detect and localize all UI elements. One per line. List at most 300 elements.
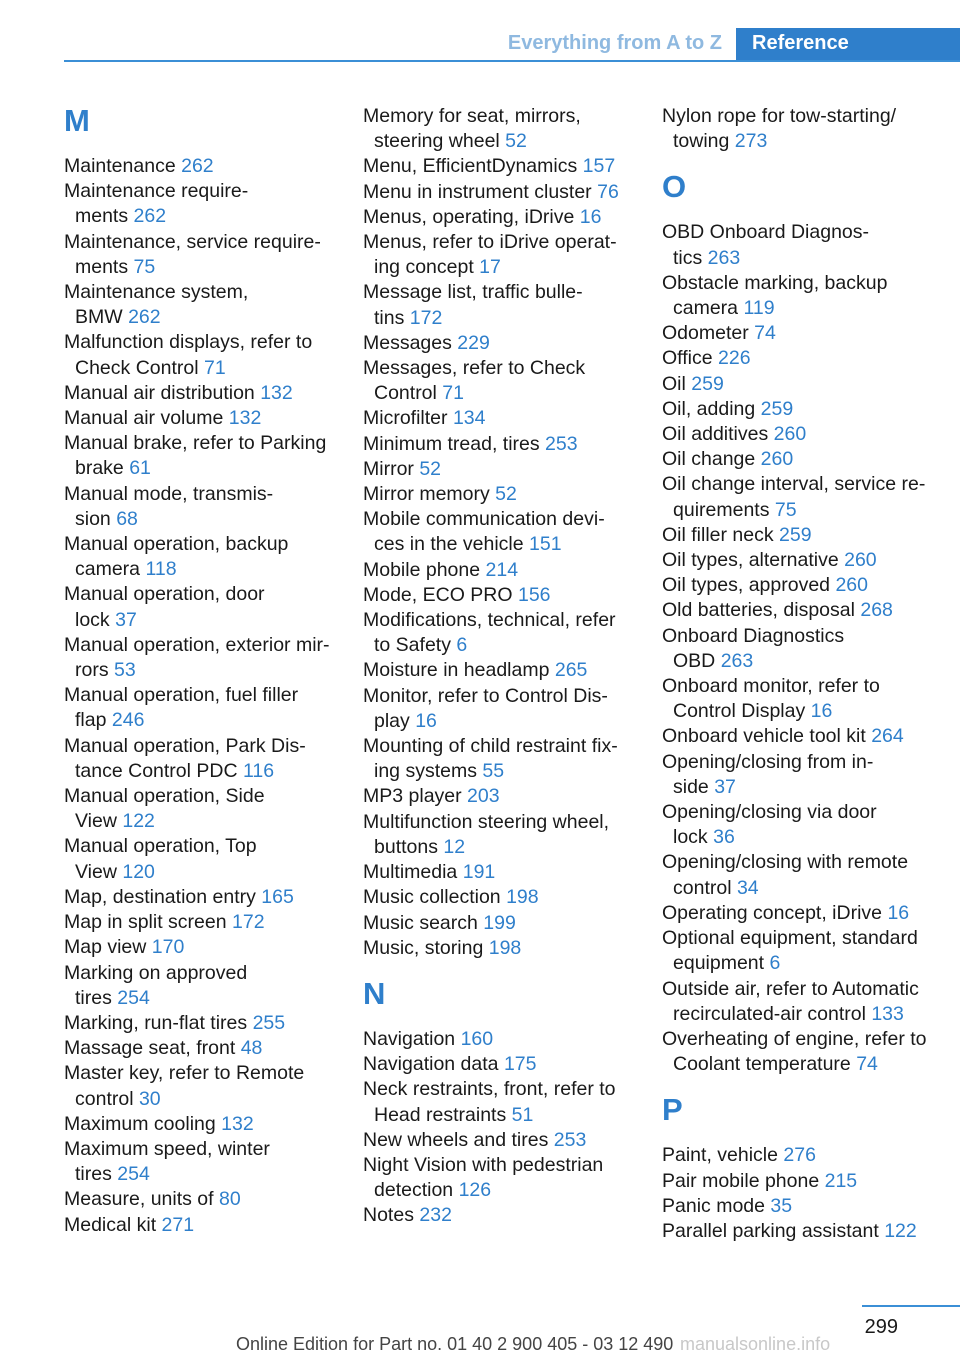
index-entry-text: BMW (75, 306, 123, 329)
index-entry (363, 860, 635, 885)
page-reference-link[interactable]: 118 (145, 558, 177, 581)
index-entry-text: OBD (673, 649, 716, 672)
page-reference-link[interactable]: 6 (456, 634, 468, 657)
index-column-2 (363, 104, 635, 1229)
index-entry (662, 447, 934, 472)
index-entry-text: View (75, 860, 117, 883)
index-entry-text: Maintenance system, (64, 281, 249, 304)
index-entry-text: Master key, refer to Remote (64, 1062, 305, 1085)
page-reference-link[interactable]: 16 (887, 901, 910, 924)
page-reference-link[interactable]: 75 (133, 255, 156, 278)
index-entry (662, 624, 934, 674)
page-reference-link[interactable]: 122 (884, 1219, 917, 1242)
index-entry (363, 885, 635, 910)
page-reference-link[interactable]: 271 (161, 1213, 195, 1236)
page-reference-link[interactable]: 254 (117, 986, 150, 1009)
index-entry-text: tires (75, 1163, 112, 1186)
index-entry (64, 381, 336, 406)
index-entry-text: Oil (662, 372, 686, 395)
index-entry-text: Maintenance (64, 155, 176, 177)
index-entry-text: Obstacle marking, backup (662, 271, 888, 294)
index-entry-text: Memory for seat, mirrors, (363, 105, 581, 127)
page-reference-link[interactable]: 255 (252, 1011, 286, 1034)
index-entry-text: Moisture in headlamp (363, 659, 550, 682)
index-entry (363, 331, 635, 356)
index-entry-text: Music search (363, 911, 478, 934)
index-entry-text: Messages, refer to Check (363, 357, 586, 380)
index-entry-text: rors (75, 659, 109, 682)
index-entry-text: Manual air distribution (64, 381, 255, 404)
index-entry-text: play (374, 709, 410, 732)
page-reference-link[interactable]: 52 (419, 457, 442, 480)
page-reference-link[interactable]: 132 (221, 1112, 254, 1135)
page-reference-link[interactable]: 120 (122, 860, 155, 883)
index-entry-text: Microfilter (363, 407, 448, 430)
index-entry (363, 810, 635, 860)
index-entry-text: Menus, operating, iDrive (363, 205, 575, 228)
index-entry-text: Marking, run-flat tires (64, 1011, 248, 1034)
index-entry-text: Manual operation, backup (64, 533, 289, 556)
index-entry-text: Marking on approved (64, 961, 248, 984)
index-entry-text: Oil change (662, 448, 756, 471)
index-entry-text: brake (75, 457, 124, 480)
page-reference-link[interactable]: 199 (483, 911, 516, 934)
index-entry (662, 977, 934, 1027)
page-reference-link[interactable]: 229 (457, 331, 490, 354)
index-entry-text: Opening/closing via door (662, 801, 877, 824)
page-reference-link[interactable]: 55 (482, 760, 505, 783)
page-reference-link[interactable]: 276 (783, 1144, 816, 1167)
page-reference-link[interactable]: 172 (409, 306, 443, 329)
page-reference-link[interactable]: 116 (243, 759, 275, 782)
index-entry-text: Nylon rope for tow-starting/ (662, 105, 897, 127)
index-entry (64, 1213, 336, 1238)
index-entry (363, 1153, 635, 1203)
page-reference-link[interactable]: 12 (443, 835, 466, 858)
index-entry-text: MP3 player (363, 785, 462, 808)
index-letter-heading: O (662, 169, 687, 205)
index-entry (363, 684, 635, 734)
index-entry (363, 583, 635, 608)
index-entry-text: Mounting of child restraint fix- (363, 735, 618, 758)
page-reference-link[interactable]: 170 (151, 936, 185, 959)
index-entry (363, 1052, 635, 1077)
page-reference-link[interactable]: 151 (529, 533, 562, 556)
index-entry-text: lock (75, 608, 110, 631)
index-entry (363, 658, 635, 683)
index-entry-text: Old batteries, disposal (662, 599, 855, 622)
index-entry-text: camera (673, 297, 739, 320)
index-entry-text: Measure, units of (64, 1188, 214, 1211)
index-entry (662, 397, 934, 422)
index-entry-text: Notes (363, 1204, 414, 1227)
page-reference-link[interactable]: 71 (442, 382, 464, 405)
index-entry (64, 280, 336, 330)
index-entry-text: ing systems (374, 760, 477, 783)
index-entry (662, 901, 934, 926)
footer-rule (862, 1305, 960, 1307)
page-reference-link[interactable]: 53 (114, 659, 136, 682)
index-entry (363, 734, 635, 784)
index-entry (662, 346, 934, 371)
index-entry-text: Pair mobile phone (662, 1169, 820, 1192)
page-reference-link[interactable]: 52 (505, 130, 527, 153)
index-entry-text: Menu, EfficientDynamics (363, 155, 578, 178)
index-entry (363, 911, 635, 936)
index-entry-text: ments (75, 255, 129, 278)
edition-note: Online Edition for Part no. 01 40 2 900 405 - 03 12 490 (236, 1334, 674, 1354)
index-entry-text: OBD Onboard Diagnos- (662, 221, 870, 244)
index-entry-text: Manual operation, Park Dis- (64, 734, 306, 757)
page-reference-link[interactable]: 122 (122, 810, 155, 833)
page-reference-link[interactable]: 52 (495, 483, 517, 506)
page-reference-link[interactable]: 165 (261, 885, 294, 908)
page-reference-link[interactable]: 74 (856, 1053, 878, 1076)
page-reference-link[interactable]: 260 (773, 423, 807, 446)
index-entry (363, 507, 635, 557)
page-reference-link[interactable]: 160 (460, 1027, 494, 1050)
index-entry-text: Check Control (75, 356, 199, 379)
index-entry (64, 406, 336, 431)
index-entry (64, 834, 336, 884)
index-entry-text: Maximum cooling (64, 1112, 216, 1135)
index-entry (64, 1011, 336, 1036)
page-reference-link[interactable]: 226 (718, 347, 751, 370)
index-entry (363, 154, 635, 179)
page-reference-link[interactable]: 156 (517, 583, 551, 606)
index-entry-text: Medical kit (64, 1213, 157, 1236)
page-reference-link[interactable]: 36 (713, 826, 735, 849)
index-entry-text: sion (75, 507, 111, 530)
index-entry-text: Oil types, alternative (662, 549, 839, 572)
index-entry-text: tance Control PDC (75, 759, 238, 782)
index-entry (662, 573, 934, 598)
index-entry (363, 280, 635, 330)
page-reference-link[interactable]: 175 (503, 1053, 537, 1076)
index-entry (64, 582, 336, 632)
page-reference-link[interactable]: 71 (203, 356, 226, 379)
index-entry-text: Mobile phone (363, 558, 481, 581)
index-entry (363, 1128, 635, 1153)
page-reference-link[interactable]: 6 (769, 952, 781, 975)
index-entry-text: Manual operation, Top (64, 835, 257, 858)
page-reference-link[interactable]: 74 (754, 322, 776, 345)
index-entry (662, 523, 934, 548)
index-entry-text: Head restraints (374, 1103, 507, 1126)
index-entry (662, 850, 934, 900)
index-entry (662, 598, 934, 623)
index-entry-text: View (75, 810, 117, 833)
index-entry (662, 800, 934, 850)
index-entry (64, 154, 336, 179)
index-entry-text: Neck restraints, front, refer to (363, 1078, 616, 1101)
index-entry (64, 1061, 336, 1111)
index-entry-text: Monitor, refer to Control Dis- (363, 684, 608, 707)
page-reference-link[interactable]: 260 (835, 574, 868, 597)
index-entry (662, 321, 934, 346)
index-entry (64, 532, 336, 582)
index-entry-text: Menu in instrument cluster (363, 180, 592, 203)
index-entry-text: Map view (64, 936, 147, 959)
page-reference-link[interactable]: 34 (736, 876, 759, 899)
index-entry-text: Oil filler neck (662, 523, 774, 546)
index-entry-text: flap (75, 709, 107, 732)
index-entry-text: Music collection (363, 886, 501, 909)
index-letter-heading: M (64, 103, 90, 138)
index-entry-text: Multifunction steering wheel, (363, 810, 610, 833)
index-column-3 (662, 104, 934, 1244)
index-entry-text: Maintenance, service require- (64, 230, 321, 253)
index-entry (64, 230, 336, 280)
index-entry-text: equipment (673, 952, 765, 975)
index-entry-text: Oil additives (662, 423, 769, 446)
page-reference-link[interactable]: 126 (458, 1179, 492, 1202)
page-reference-link[interactable]: 203 (467, 785, 500, 808)
page-reference-link[interactable]: 51 (511, 1103, 534, 1126)
index-entry-text: Map, destination entry (64, 885, 256, 908)
page-reference-link[interactable]: 268 (860, 599, 893, 622)
index-entry (662, 548, 934, 573)
index-entry (662, 271, 934, 321)
index-entry-text: lock (673, 826, 708, 849)
page-reference-link[interactable]: 260 (844, 549, 877, 572)
page-reference-link[interactable]: 35 (770, 1194, 793, 1217)
index-column-1 (64, 104, 336, 1238)
index-entry (662, 1169, 934, 1194)
index-entry (64, 885, 336, 910)
index-entry-text: Onboard vehicle tool kit (662, 725, 866, 748)
page-reference-link[interactable]: 48 (240, 1037, 263, 1060)
index-entry-text: side (673, 775, 709, 798)
page-reference-link[interactable]: 260 (760, 448, 794, 471)
index-entry-text: Optional equipment, standard (662, 927, 918, 950)
index-entry (363, 457, 635, 482)
index-entry-text: Mode, ECO PRO (363, 583, 513, 606)
index-entry (662, 1143, 934, 1168)
index-entry (64, 482, 336, 532)
page-reference-link[interactable]: 68 (116, 507, 138, 530)
index-entry-text: Office (662, 347, 713, 370)
index-entry-text: buttons (374, 835, 438, 858)
index-entry (64, 1137, 336, 1187)
index-entry (363, 784, 635, 809)
index-entry-text: Night Vision with pedestrian (363, 1153, 604, 1176)
index-entry-text: ments (75, 205, 129, 228)
index-entry (64, 910, 336, 935)
page-reference-link[interactable]: 259 (760, 397, 794, 420)
page-reference-link[interactable]: 265 (554, 659, 588, 682)
index-entry-text: Oil types, approved (662, 574, 831, 597)
page-reference-link[interactable]: 259 (691, 372, 724, 395)
page-reference-link[interactable]: 273 (734, 130, 768, 153)
page-reference-link[interactable]: 214 (485, 558, 519, 581)
index-entry (363, 482, 635, 507)
index-entry-text: Control (374, 382, 437, 405)
index-entry-text: Maintenance require- (64, 180, 249, 203)
index-entry (363, 936, 635, 961)
index-entry-text: Mirror memory (363, 483, 490, 506)
index-entry-text: Opening/closing with remote (662, 851, 909, 874)
index-entry-text: Navigation (363, 1027, 456, 1050)
page-reference-link[interactable]: 253 (553, 1128, 587, 1151)
index-entry (363, 104, 635, 154)
page-reference-link[interactable]: 37 (714, 775, 736, 798)
running-header-tab: Reference (736, 28, 960, 60)
index-entry (64, 784, 336, 834)
index-entry-text: Menus, refer to iDrive operat- (363, 231, 617, 254)
index-entry-text: tins (374, 306, 405, 329)
page-reference-link[interactable]: 262 (133, 205, 167, 228)
index-entry-text: Mirror (363, 457, 414, 480)
page-reference-link[interactable]: 30 (138, 1087, 161, 1110)
page-reference-link[interactable]: 259 (779, 523, 812, 546)
page-reference-link[interactable]: 132 (260, 381, 293, 404)
page-reference-link[interactable]: 75 (774, 498, 797, 521)
page-reference-link[interactable]: 16 (415, 709, 437, 732)
index-entry (662, 750, 934, 800)
index-entry (363, 1027, 635, 1052)
page-reference-link[interactable]: 157 (582, 155, 616, 178)
index-entry-text: Operating concept, iDrive (662, 901, 883, 924)
index-entry-text: Outside air, refer to Automatic (662, 977, 919, 1000)
index-entry-text: Panic mode (662, 1194, 765, 1217)
page-reference-link[interactable]: 80 (219, 1188, 241, 1211)
index-entry-text: Paint, vehicle (662, 1144, 778, 1167)
index-entry (64, 734, 336, 784)
index-entry (64, 961, 336, 1011)
index-entry (363, 1203, 635, 1228)
index-entry (662, 372, 934, 397)
page-reference-link[interactable]: 132 (228, 407, 262, 430)
index-entry (662, 926, 934, 976)
index-entry-text: Manual operation, Side (64, 785, 265, 808)
index-entry-text: Malfunction displays, refer to (64, 331, 313, 354)
index-entry (363, 406, 635, 431)
index-entry-text: Opening/closing from in- (662, 750, 874, 773)
index-entry (363, 1077, 635, 1127)
page-reference-link[interactable]: 263 (720, 649, 754, 672)
page-reference-link[interactable]: 215 (824, 1169, 858, 1192)
index-entry-text: Messages (363, 331, 452, 354)
page-reference-link[interactable]: 246 (111, 709, 145, 732)
page-reference-link[interactable]: 16 (579, 205, 602, 228)
page-reference-link[interactable]: 253 (545, 432, 578, 455)
watermark: manualsonline.info (680, 1334, 831, 1354)
index-entry-text: Modifications, technical, refer (363, 609, 616, 632)
index-entry-text: Manual operation, fuel filler (64, 684, 299, 707)
index-entry (64, 330, 336, 380)
page-reference-link[interactable]: 134 (452, 407, 486, 430)
page-reference-link[interactable]: 232 (419, 1204, 452, 1227)
index-entry-text: Manual operation, exterior mir- (64, 633, 330, 656)
index-entry-text: Navigation data (363, 1053, 499, 1076)
index-letter-heading: P (662, 1092, 683, 1128)
index-entry (363, 356, 635, 406)
page-reference-link[interactable]: 76 (597, 180, 619, 203)
index-entry-text: New wheels and tires (363, 1128, 549, 1151)
page-reference-link[interactable]: 198 (506, 886, 539, 909)
index-entry-text: control (75, 1087, 134, 1110)
index-entry-text: Manual operation, door (64, 583, 265, 606)
index-entry-text: Minimum tread, tires (363, 432, 540, 455)
index-entry-text: ces in the vehicle (374, 533, 524, 556)
index-entry-text: Manual air volume (64, 407, 224, 430)
page-reference-link[interactable]: 198 (488, 936, 522, 959)
page-reference-link[interactable]: 172 (232, 911, 265, 934)
index-entry (64, 683, 336, 733)
index-entry (64, 1112, 336, 1137)
index-entry (363, 432, 635, 457)
index-entry (64, 935, 336, 960)
index-entry (662, 422, 934, 447)
index-entry-text: Odometer (662, 322, 749, 345)
index-entry-text: Onboard Diagnostics (662, 624, 845, 647)
index-entry (363, 558, 635, 583)
index-entry-text: Maximum speed, winter (64, 1137, 270, 1160)
index-entry (662, 220, 934, 270)
page-reference-link[interactable]: 263 (707, 246, 741, 269)
index-entry (363, 230, 635, 280)
index-entry-text: towing (673, 130, 730, 153)
page-reference-link[interactable]: 133 (871, 1002, 904, 1025)
page-reference-link[interactable]: 262 (181, 155, 214, 177)
index-entry (363, 205, 635, 230)
index-entry-text: quirements (673, 498, 770, 521)
index-entry (662, 1194, 934, 1219)
page-reference-link[interactable]: 264 (871, 725, 904, 748)
index-entry-text: Onboard monitor, refer to (662, 675, 880, 698)
index-entry-text: Massage seat, front (64, 1037, 236, 1060)
index-entry-text: to Safety (374, 634, 451, 657)
index-entry-text: camera (75, 558, 141, 581)
index-entry-text: Overheating of engine, refer to (662, 1027, 927, 1050)
index-entry-text: Map in split screen (64, 911, 227, 934)
index-entry (64, 179, 336, 229)
page-reference-link[interactable]: 191 (462, 861, 496, 884)
index-entry (662, 1219, 934, 1244)
page-reference-link[interactable]: 119 (743, 297, 775, 320)
index-entry (662, 1027, 934, 1077)
page-reference-link[interactable]: 17 (479, 256, 501, 279)
index-entry (662, 674, 934, 724)
index-entry (64, 431, 336, 481)
index-entry-text: ing concept (374, 256, 474, 279)
index-entry (64, 1036, 336, 1061)
index-entry (363, 180, 635, 205)
index-entry-text: Control Display (673, 700, 806, 723)
index-entry (363, 608, 635, 658)
index-entry-text: Parallel parking assistant (662, 1219, 879, 1242)
page-reference-link[interactable]: 254 (117, 1163, 150, 1186)
index-entry-text: Music, storing (363, 936, 484, 959)
page-reference-link[interactable]: 262 (128, 306, 161, 329)
page-reference-link[interactable]: 37 (115, 608, 137, 631)
index-entry (64, 633, 336, 683)
page-number: 299 (864, 1316, 898, 1338)
page-reference-link[interactable]: 61 (129, 457, 151, 480)
index-entry-text: Message list, traffic bulle- (363, 281, 583, 304)
index-entry-text: tires (75, 986, 112, 1009)
index-entry-text: Manual brake, refer to Parking (64, 432, 327, 455)
index-entry-text: Coolant temperature (673, 1053, 851, 1076)
index-entry-text: Oil change interval, service re- (662, 473, 926, 496)
index-entry-text: Mobile communication devi- (363, 508, 605, 531)
index-letter-heading: N (363, 975, 386, 1011)
page-reference-link[interactable]: 16 (810, 700, 833, 723)
index-entry-text: tics (673, 246, 703, 269)
index-entry (662, 472, 934, 522)
index-entry-text: recirculated-air control (673, 1002, 866, 1025)
